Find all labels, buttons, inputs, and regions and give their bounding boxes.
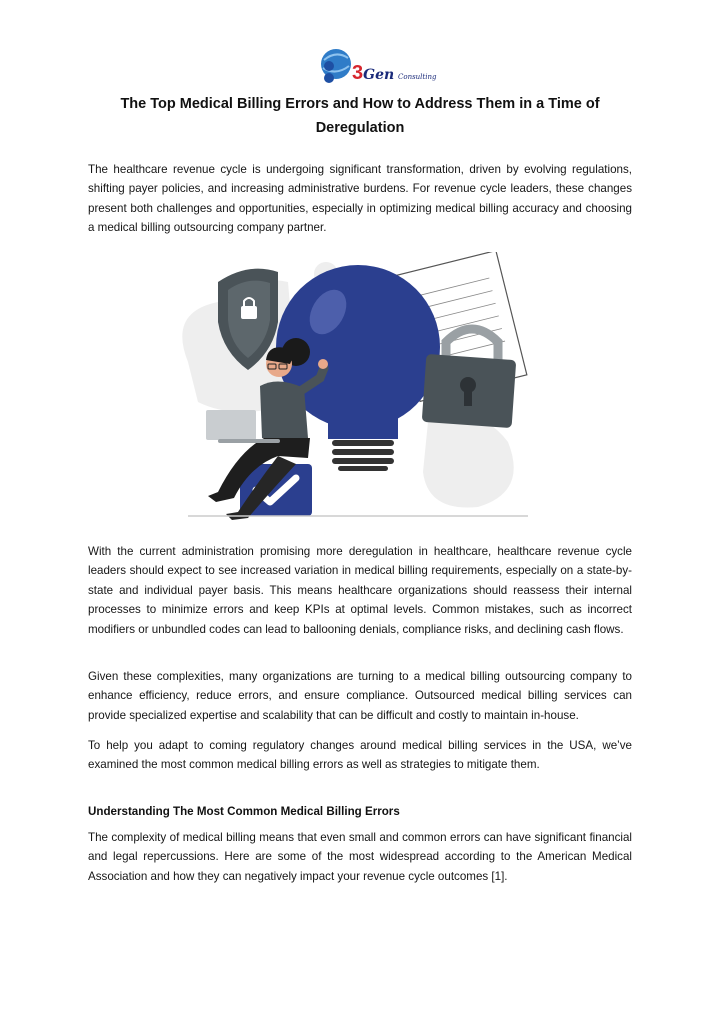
logo-wordmark bbox=[352, 62, 436, 85]
logo-number: 3 bbox=[352, 62, 364, 84]
paragraph-text: With the current administration promising more deregulation in healthcare, healthcare revenue cycle leaders should expect to see increased variation in medical billing requirements, especially on a state-by-state and individual payer basis. This means healthcare organizations should reassess their internal processes to minimize errors and keep KPIs at optimal levels. Common mistakes, such as incorrect modifiers or unbundled codes can lead to ballooning denials, compliance risks, and declining cash flows. bbox=[88, 545, 632, 636]
paragraph-text: To help you adapt to coming regulatory changes around medical billing services in the USA, we’ve examined the most common medical billing errors as well as strategies to mitigate them. bbox=[88, 739, 632, 772]
logo-gen: Gen bbox=[363, 67, 395, 83]
logo-consulting: Consulting bbox=[398, 73, 437, 81]
paragraph-outsourcing bbox=[88, 667, 632, 725]
lightbulb-base bbox=[332, 440, 394, 471]
section-heading: Understanding The Most Common Medical Billing Errors bbox=[88, 805, 400, 818]
page-title: The Top Medical Billing Errors and How to Address Them in a Time of Deregulation bbox=[120, 96, 600, 136]
paragraph-text: Given these complexities, many organizations are turning to a medical billing outsourcing company to enhance efficiency, reduce errors, and ensure compliance. Outsourced medical billing services can provide specialized expertise and scalability that can be difficult and costly to maintain in-house. bbox=[88, 670, 632, 722]
hero-illustration bbox=[178, 252, 542, 524]
intro-text: The healthcare revenue cycle is undergoing significant transformation, driven by evolving regulations, shifting payer policies, and increasing administrative burdens. For revenue cycle leaders, these changes present both challenges and opportunities, especially in optimizing medical billing accuracy and choosing a medical billing outsourcing company partner. bbox=[88, 163, 632, 235]
paragraph-complexity bbox=[88, 828, 632, 886]
paragraph-text: The complexity of medical billing means that even small and common errors can have significant financial and legal repercussions. Here are some of the most widespread according to the American Medical Association and how they can negatively impact your revenue cycle outcomes [1]. bbox=[88, 831, 632, 883]
paragraph-deregulation bbox=[88, 542, 632, 639]
paragraph-adapt bbox=[88, 736, 632, 775]
intro-paragraph bbox=[88, 160, 632, 238]
